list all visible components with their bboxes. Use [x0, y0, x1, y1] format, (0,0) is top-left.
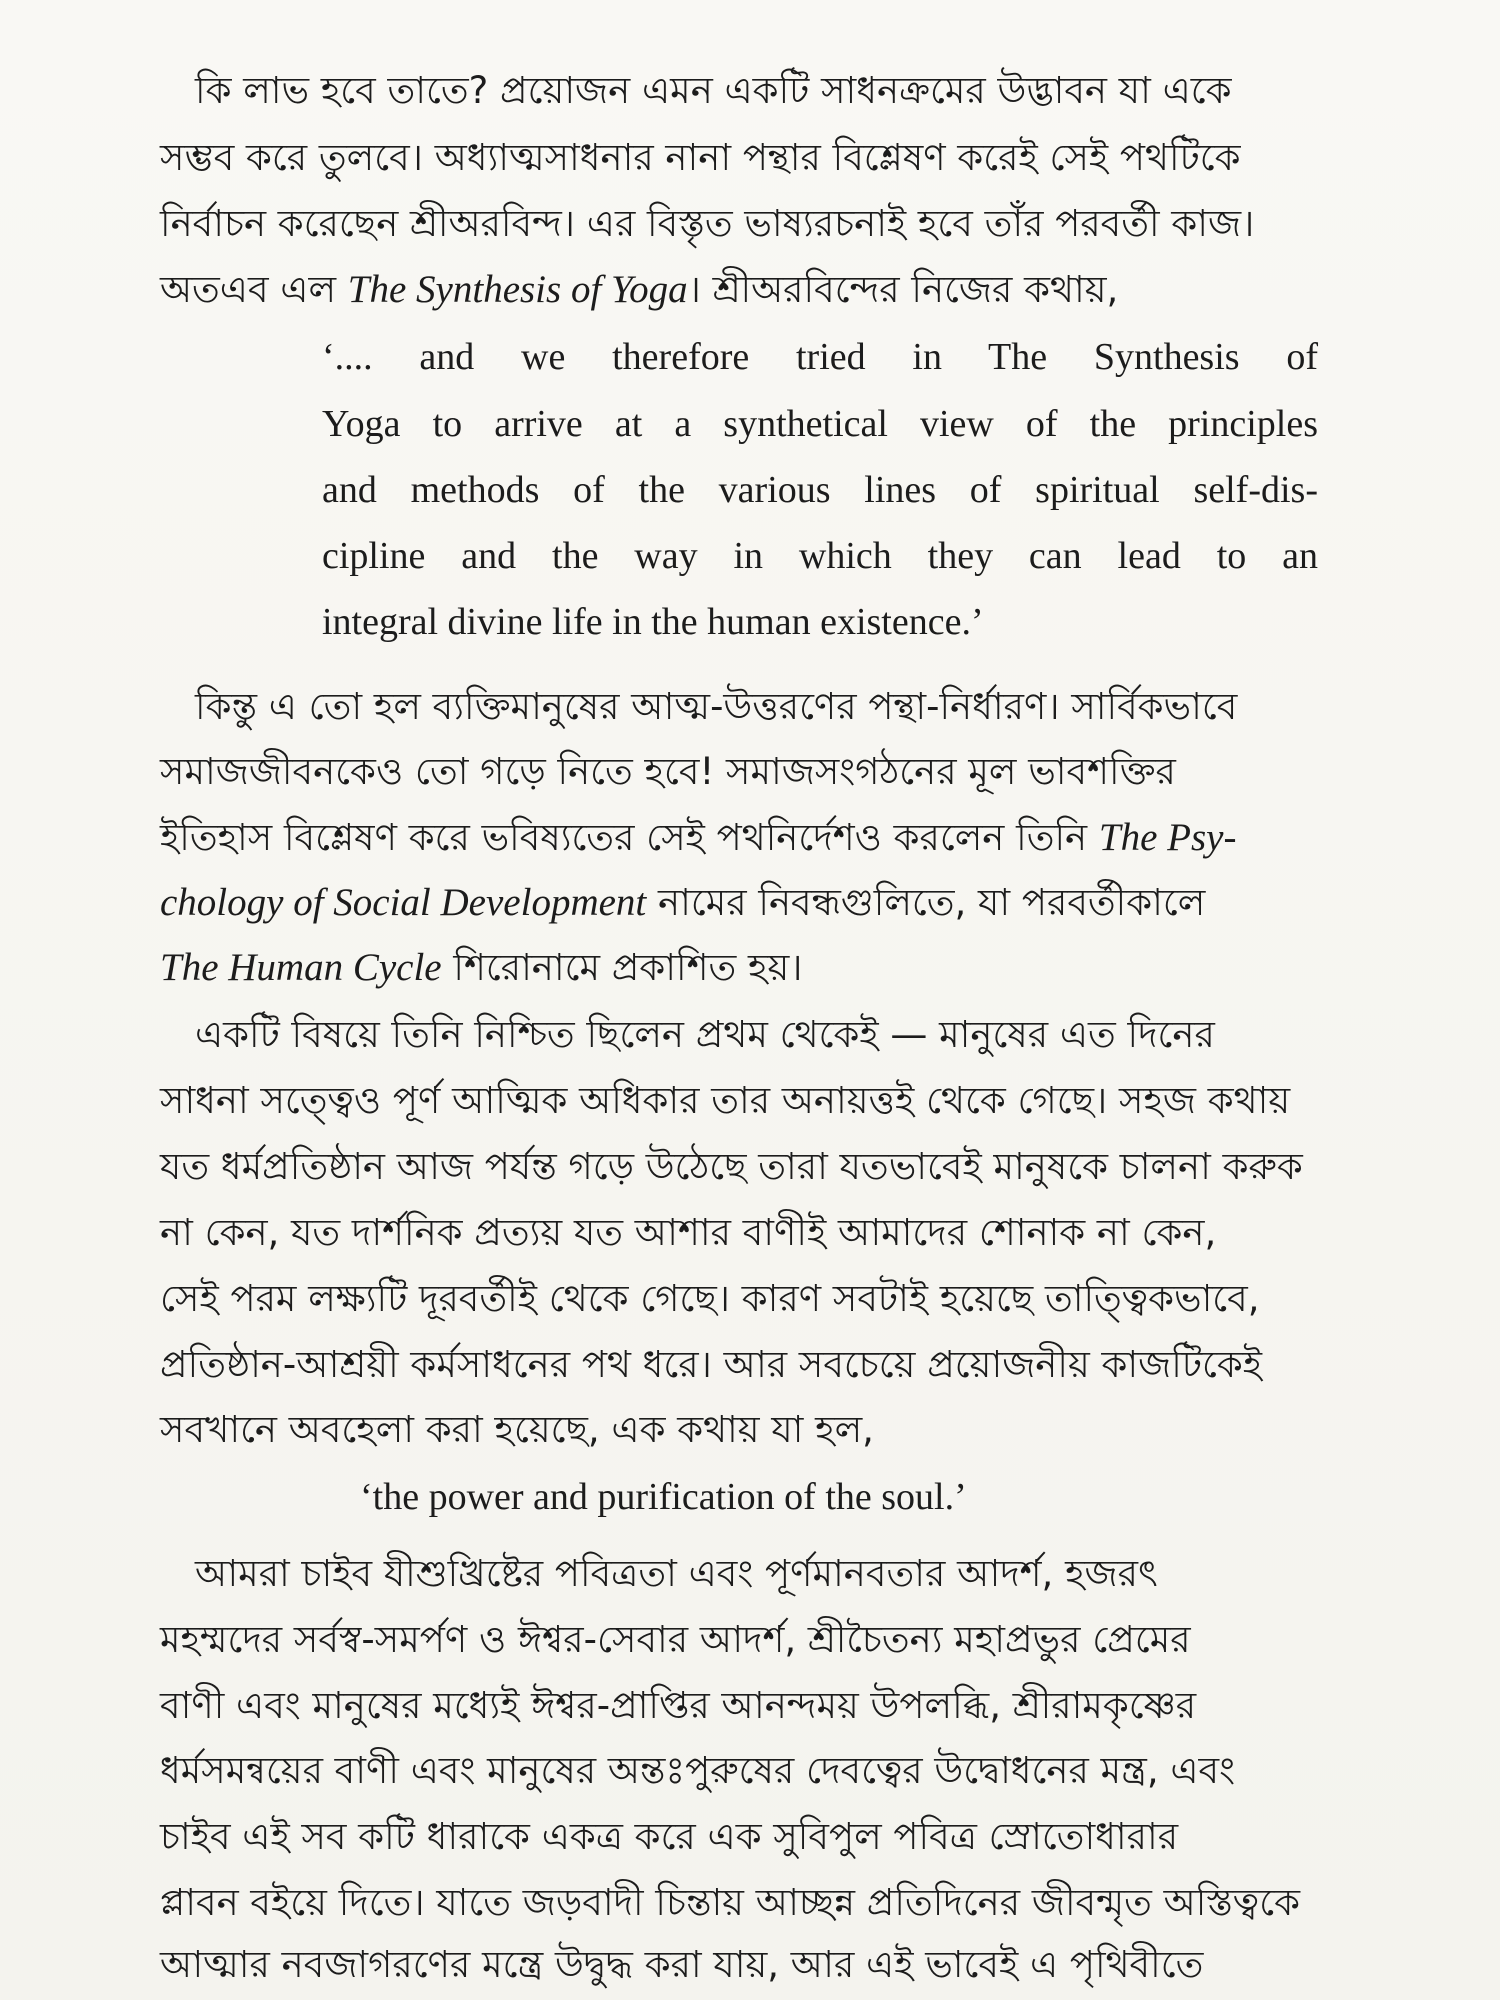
text-line: মহম্মদের সর্বস্ব-সমর্পণ ও ঈশ্বর-সেবার আদর্শ, শ্রীচৈতন্য মহাপ্রভুর প্রেমের [160, 1618, 1191, 1661]
text-line [160, 270, 1320, 309]
text-line: আত্মার নবজাগরণের মন্ত্রে উদ্বুদ্ধ করা যায়, আর এই ভাবেই এ পৃথিবীতে [160, 1943, 1204, 1986]
text-fragment: । শ্রীঅরবিন্দের নিজের কথায়, [687, 268, 1119, 311]
quote-line: Yoga to arrive at a synthetical view of the principles [322, 403, 1318, 445]
text-line [160, 948, 1320, 987]
quote-line: ‘.... and we therefore tried in The Synthesis of [322, 336, 1318, 378]
text-line: সবখানে অবহেলা করা হয়েছে, এক কথায় যা হল, [160, 1408, 874, 1451]
quote-line: cipline and the way in which they can lead to an [322, 535, 1318, 577]
text-line: যত ধর্মপ্রতিষ্ঠান আজ পর্যন্ত গড়ে উঠেছে তারা যতভাবেই মানুষকে চালনা করুক [160, 1145, 1303, 1188]
text-fragment: নামের নিবন্ধগুলিতে, যা পরবর্তীকালে [646, 881, 1206, 924]
text-line: একটি বিষয়ে তিনি নিশ্চিত ছিলেন প্রথম থেকেই — মানুষের এত দিনের [195, 1013, 1215, 1056]
text-line: সেই পরম লক্ষ্যটি দূরবর্তীই থেকে গেছে। কারণ সবটাই হয়েছে তাত্ত্বিকভাবে, [160, 1277, 1260, 1320]
text-line: না কেন, যত দার্শনিক প্রত্যয় যত আশার বাণীই আমাদের শোনাক না কেন, [160, 1211, 1217, 1254]
text-line: প্রতিষ্ঠান-আশ্রয়ী কর্মসাধনের পথ ধরে। আর সবচেয়ে প্রয়োজনীয় কাজটিকেই [160, 1343, 1262, 1386]
text-line [160, 818, 1320, 857]
text-line: আমরা চাইব যীশুখ্রিষ্টের পবিত্রতা এবং পূর্ণমানবতার আদর্শ, হজরৎ [195, 1552, 1158, 1595]
book-title-human-cycle: The Human Cycle [160, 946, 442, 989]
text-fragment: অতএব এল [160, 268, 348, 311]
text-line: প্লাবন বইয়ে দিতে। যাতে জড়বাদী চিন্তায় আচ্ছন্ন প্রতিদিনের জীবন্মৃত অস্তিত্বকে [160, 1881, 1300, 1924]
text-line [160, 883, 1320, 922]
text-line: বাণী এবং মানুষের মধ্যেই ঈশ্বর-প্রাপ্তির আনন্দময় উপলব্ধি, শ্রীরামকৃষ্ণের [160, 1684, 1197, 1727]
book-title-psychology-part2: chology of Social Development [160, 881, 647, 924]
text-fragment: শিরোনামে প্রকাশিত হয়। [441, 946, 803, 989]
text-line: কিন্তু এ তো হল ব্যক্তিমানুষের আত্ম-উত্তরণের পন্থা-নির্ধারণ। সার্বিকভাবে [195, 685, 1238, 728]
book-title-synthesis-of-yoga: The Synthesis of Yoga [347, 268, 688, 311]
text-line: ধর্মসমন্বয়ের বাণী এবং মানুষের অন্তঃপুরুষের দেবত্বের উদ্বোধনের মন্ত্র, এবং [160, 1749, 1236, 1792]
text-fragment: ইতিহাস বিশ্লেষণ করে ভবিষ্যতের সেই পথনির্দেশও করলেন তিনি [160, 816, 1099, 859]
text-line: নির্বাচন করেছেন শ্রীঅরবিন্দ। এর বিস্তৃত ভাষ্যরচনাই হবে তাঁর পরবর্তী কাজ। [160, 202, 1255, 245]
text-line: সমাজজীবনকেও তো গড়ে নিতে হবে! সমাজসংগঠনের মূল ভাবশক্তির [160, 750, 1176, 793]
text-line: সাধনা সত্ত্বেও পূর্ণ আত্মিক অধিকার তার অনায়ত্তই থেকে গেছে। সহজ কথায় [160, 1079, 1291, 1122]
text-line: সম্ভব করে তুলবে। অধ্যাত্মসাধনার নানা পন্থার বিশ্লেষণ করেই সেই পথটিকে [160, 136, 1241, 179]
text-line: চাইব এই সব কটি ধারাকে একত্র করে এক সুবিপুল পবিত্র স্রোতোধারার [160, 1815, 1179, 1858]
text-line: কি লাভ হবে তাতে? প্রয়োজন এমন একটি সাধনক্রমের উদ্ভাবন যা একে [195, 69, 1232, 112]
quote-line: and methods of the various lines of spiritual self-dis- [322, 469, 1318, 511]
book-title-psychology-part1: The Psy- [1098, 816, 1237, 859]
quote-line: ‘the power and purification of the soul.’ [360, 1476, 967, 1518]
quote-line: integral divine life in the human existence.’ [322, 601, 984, 643]
